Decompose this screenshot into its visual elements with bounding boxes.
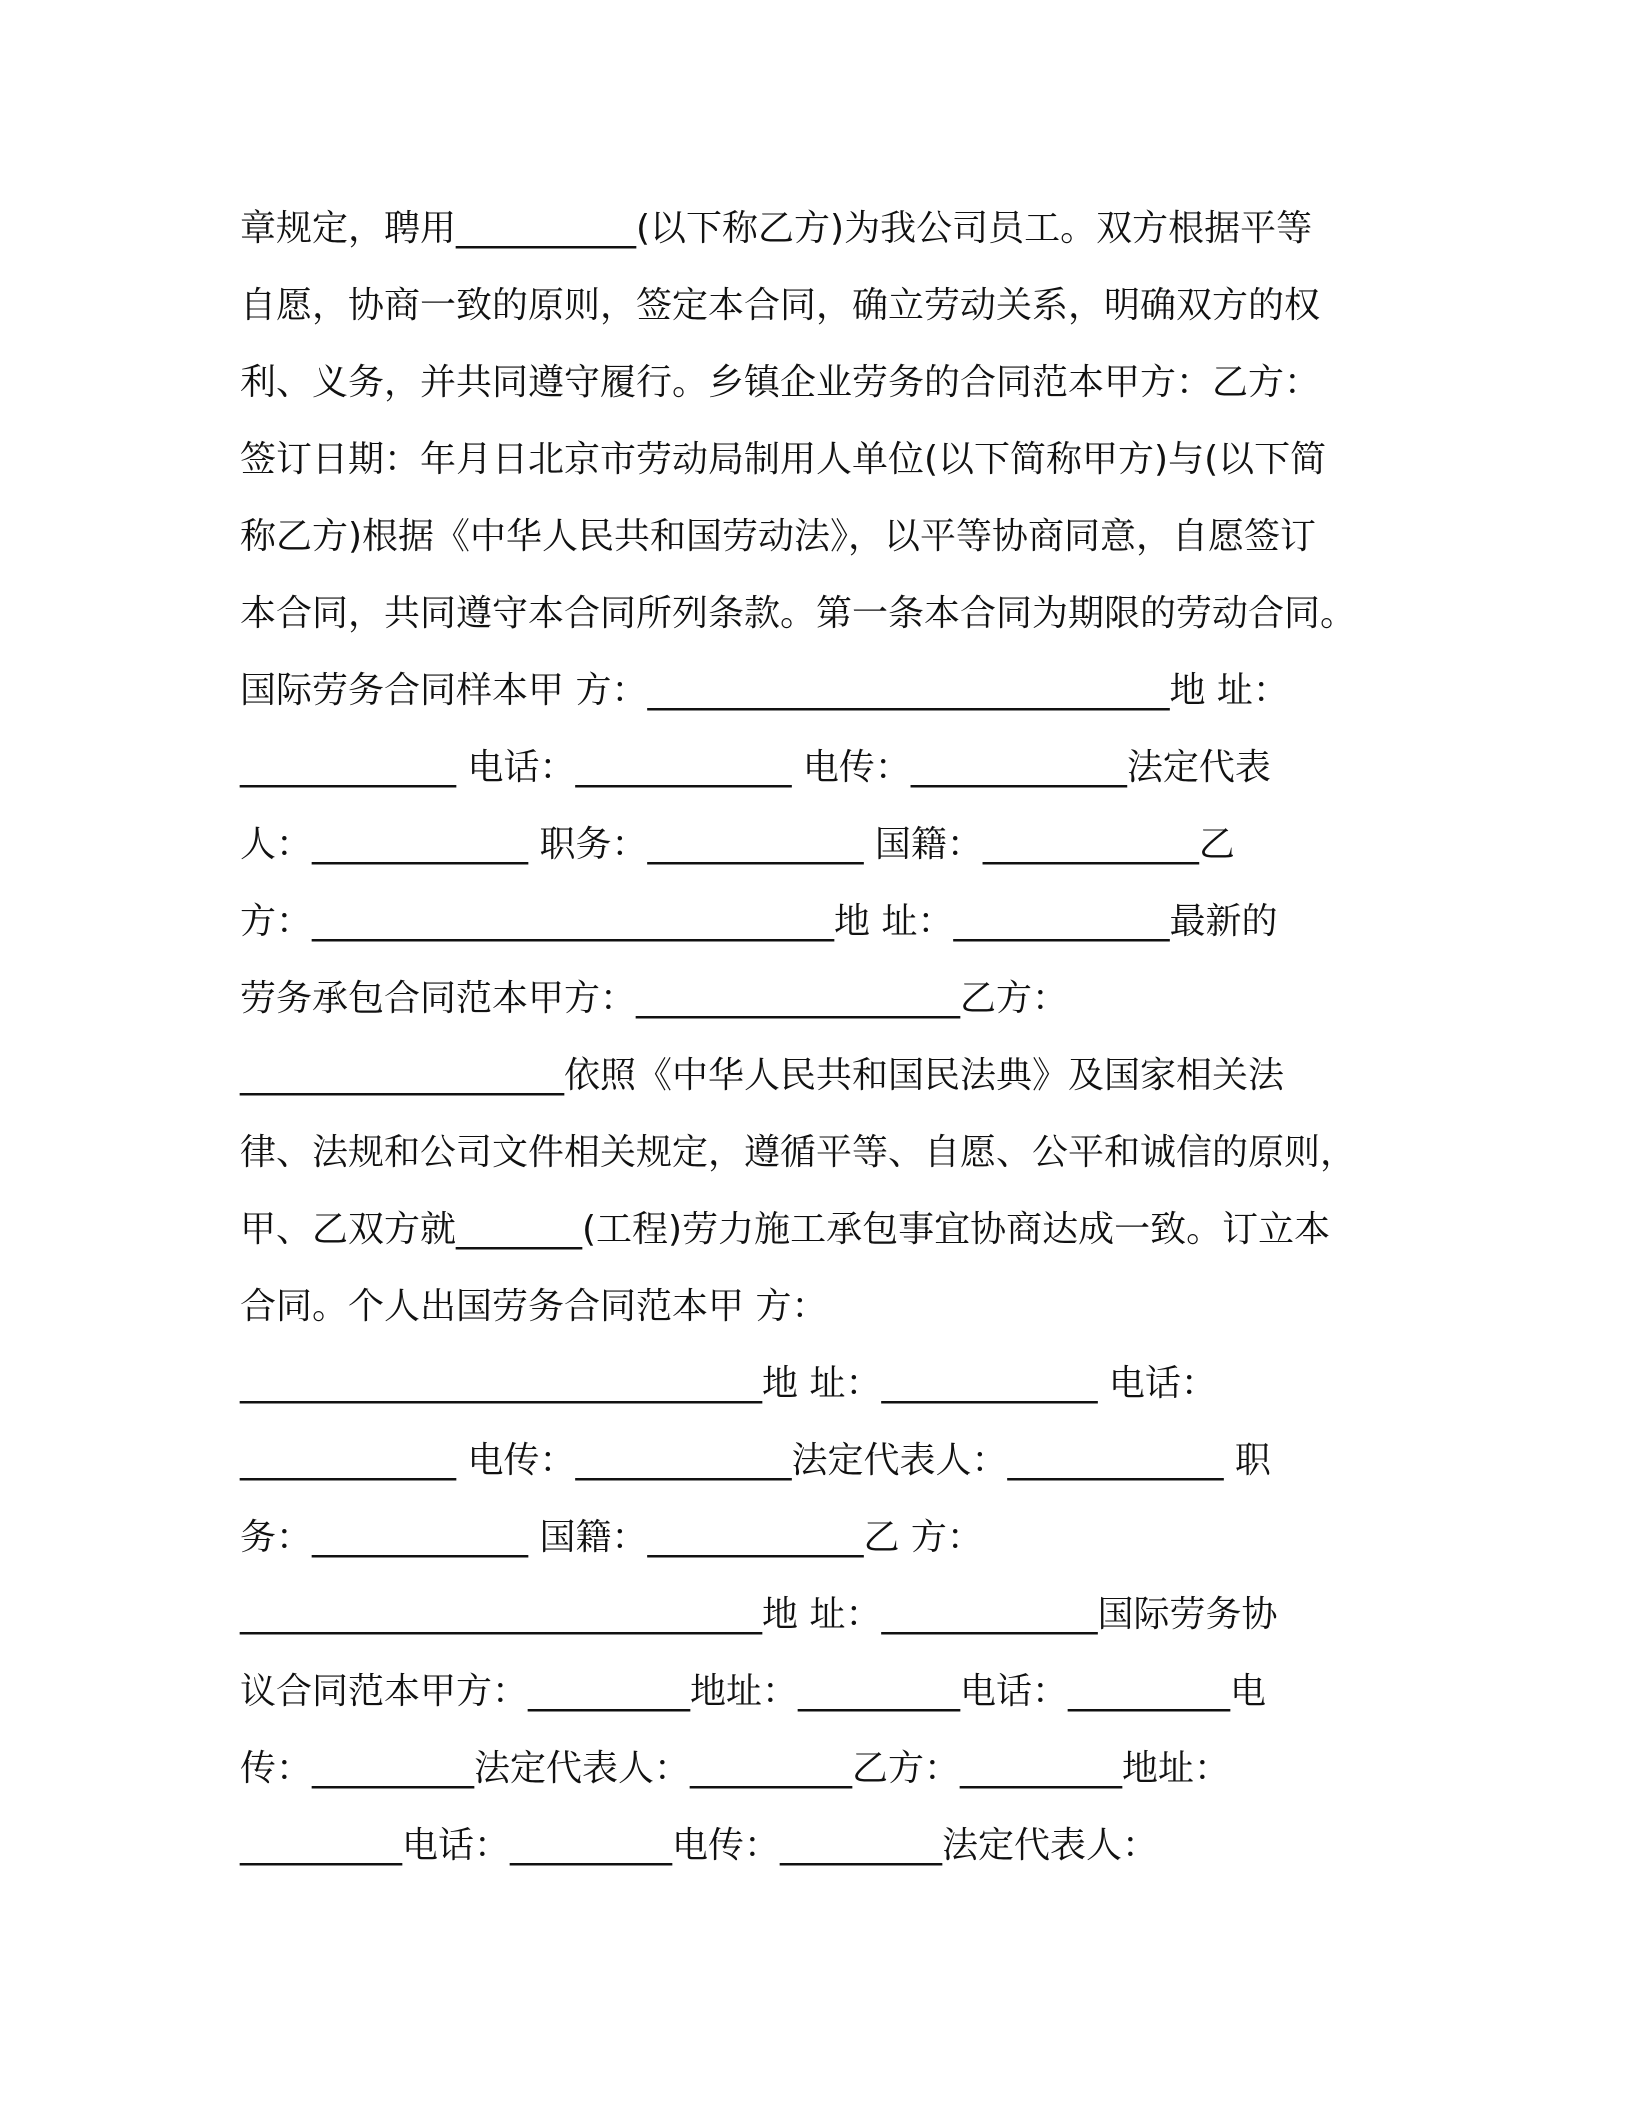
text-line: 章规定，聘用__________(以下称乙方)为我公司员工。双方根据平等 [240, 208, 1313, 249]
text-line: _____________________________地 址：____________国际劳务协 [240, 1594, 1278, 1635]
text-line: 甲、乙双方就_______(工程)劳力施工承包事宜协商达成一致。订立本 [240, 1209, 1331, 1250]
text-line: 方：_____________________________地 址：____________最新的 [240, 901, 1278, 942]
text-line: ____________ 电话：____________ 电传：____________法定代表 [240, 747, 1271, 788]
text-line: 国际劳务合同样本甲 方：_____________________________地 址： [240, 670, 1289, 711]
text-line: __________________依照《中华人民共和国民法典》及国家相关法 [240, 1055, 1285, 1096]
text-line: _____________________________地 址：____________ 电话： [240, 1363, 1217, 1404]
text-line: 传：_________法定代表人：_________乙方：_________地址： [240, 1748, 1231, 1789]
text-line: 称乙方)根据《中华人民共和国劳动法》，以平等协商同意，自愿签订 [240, 516, 1317, 557]
text-line: 自愿，协商一致的原则，签定本合同，确立劳动关系，明确双方的权 [240, 285, 1321, 326]
text-line: 利、义务，并共同遵守履行。乡镇企业劳务的合同范本甲方：乙方： [240, 362, 1321, 403]
text-line: 人：____________ 职务：____________ 国籍：____________乙 [240, 824, 1235, 865]
text-line: 合同。个人出国劳务合同范本甲 方： [240, 1286, 828, 1327]
text-line: 务：____________ 国籍：____________乙 方： [240, 1517, 983, 1558]
text-line: ____________ 电传：____________法定代表人：____________ 职 [240, 1440, 1271, 1481]
text-line: 议合同范本甲方：_________地址：_________电话：_________电 [240, 1671, 1267, 1712]
text-line: 本合同，共同遵守本合同所列条款。第一条本合同为期限的劳动合同。 [240, 593, 1357, 634]
text-line: 签订日期：年月日北京市劳动局制用人单位(以下简称甲方)与(以下简 [240, 439, 1327, 480]
text-line: 劳务承包合同范本甲方：__________________乙方： [240, 978, 1069, 1019]
text-line: _________电话：_________电传：_________法定代表人： [240, 1825, 1159, 1866]
contract-text [240, 190, 1410, 1884]
text-line: 律、法规和公司文件相关规定，遵循平等、自愿、公平和诚信的原则， [240, 1132, 1357, 1173]
